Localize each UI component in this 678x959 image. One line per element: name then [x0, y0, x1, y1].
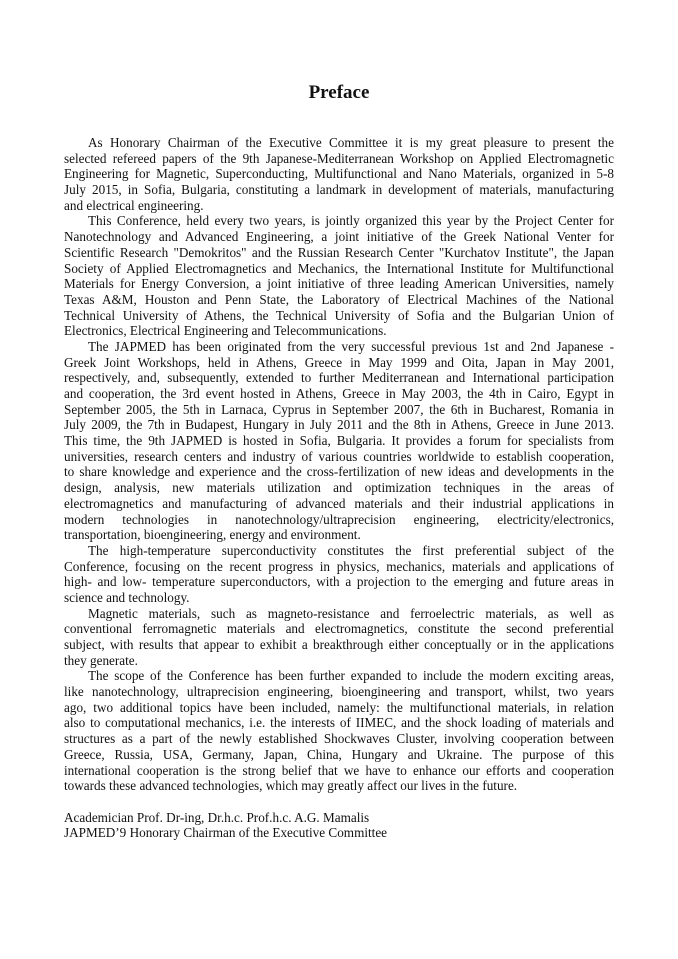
paragraph-line: structures as a part of the newly established Shockwaves Cluster, involving cooperation between [64, 731, 614, 747]
paragraph-line: Conference, focusing on the recent progress in physics, mechanics, materials and applications of [64, 558, 614, 574]
paragraph-line: Engineering for Magnetic, Superconducting, Multifunctional and Nano Materials, organized in 5-8 [64, 166, 614, 182]
paragraph-line: like nanotechnology, ultraprecision engineering, bioengineering and transport, whilst, two years [64, 684, 614, 700]
paragraph-line: July 2015, in Sofia, Bulgaria, constituting a landmark in development of materials, manufacturing [64, 182, 614, 198]
paragraph-line: ago, two additional topics have been included, namely: the multifunctional materials, in relation [64, 699, 614, 715]
paragraph-line: This Conference, held every two years, is jointly organized this year by the Project Center for [88, 213, 614, 229]
preface-body [64, 135, 614, 841]
paragraph [64, 135, 614, 213]
paragraph-line: they generate. [64, 652, 138, 668]
paragraph-line: to share knowledge and experience and the cross-fertilization of new ideas and developments in the [64, 464, 614, 480]
paragraph-line: design, analysis, new materials utilization and optimization techniques in the areas of [64, 480, 614, 496]
paragraph-line: Texas A&M, Houston and Penn State, the Laboratory of Electrical Machines of the National [64, 291, 614, 307]
paragraph-line: Materials for Energy Conversion, a joint initiative of three leading American Universities, namely [64, 276, 614, 292]
paragraph-line: The JAPMED has been originated from the very successful previous 1st and 2nd Japanese - [88, 338, 614, 354]
paragraph-line: electromagnetics and manufacturing of advanced materials and their industrial applications in [64, 495, 614, 511]
signature-role: JAPMED’9 Honorary Chairman of the Executive Committee [64, 825, 388, 841]
spacer [64, 794, 614, 810]
paragraph [64, 213, 614, 339]
paragraph-line: Scientific Research "Demokritos" and the Russian Research Center "Kurchatov Institute", the Japan [64, 244, 614, 260]
paragraph-line: respectively, and, subsequently, extended to further Mediterranean and International participation [64, 370, 614, 386]
paragraph [64, 339, 614, 543]
paragraph [64, 606, 614, 669]
paragraph-line: Society of Applied Electromagnetics and Mechanics, the International Institute for Multifunctional [64, 260, 614, 276]
paragraph-line: transportation, bioengineering, energy and environment. [64, 527, 361, 543]
paragraph-line: The high-temperature superconductivity constitutes the first preferential subject of the [88, 542, 614, 558]
paragraph-line: modern technologies in nanotechnology/ultraprecision engineering, electricity/electronics, [64, 511, 614, 527]
paragraph-line: July 2009, the 7th in Budapest, Hungary in July 2011 and the 8th in Athens, Greece in June 2013. [64, 417, 614, 433]
signature-name: Academician Prof. Dr-ing, Dr.h.c. Prof.h.c. A.G. Mamalis [64, 809, 370, 825]
paragraph [64, 543, 614, 606]
paragraph-line: international cooperation is the strong belief that we have to enhance our efforts and cooperation [64, 762, 614, 778]
paragraph-line: high- and low- temperature superconductors, with a projection to the emerging and future areas in [64, 574, 614, 590]
paragraph-line: September 2005, the 5th in Larnaca, Cyprus in September 2007, the 6th in Bucharest, Romania in [64, 401, 614, 417]
paragraph-line: The scope of the Conference has been further expanded to include the modern exciting areas, [88, 668, 614, 684]
paragraph-line: As Honorary Chairman of the Executive Committee it is my great pleasure to present the [88, 135, 614, 150]
paragraph-line: also to computational mechanics, i.e. the interests of IIMEC, and the shock loading of materials and [64, 715, 614, 731]
paragraph-line: universities, research centers and industry of various countries worldwide to establish cooperation, [64, 448, 614, 464]
paragraph-line: and cooperation, the 3rd event hosted in Athens, Greece in May 2003, the 4th in Cairo, Egypt in [64, 386, 614, 401]
paragraph-line: science and technology. [64, 589, 190, 605]
paragraph-line: Electronics, Electrical Engineering and Telecommunications. [64, 323, 387, 339]
page-title: Preface [308, 82, 370, 103]
paragraph-line: conventional ferromagnetic materials and electromagnetics, constitute the second preferential [64, 621, 614, 637]
paragraph-line: selected refereed papers of the 9th Japanese-Mediterranean Workshop on Applied Electromagnetic [64, 150, 614, 166]
paragraph-line: Greek Joint Workshops, held in Athens, Greece in May 1999 and Oita, Japan in May 2001, [64, 354, 614, 370]
paragraph-line: Technical University of Athens, the Technical University of Sofia and the Bulgarian Union of [64, 307, 614, 323]
paragraph-line: and electrical engineering. [64, 197, 204, 213]
paragraph-line: Magnetic materials, such as magneto-resistance and ferroelectric materials, as well as [88, 605, 614, 621]
paragraph-line: subject, with results that appear to exhibit a breakthrough either conceptually or in the applications [64, 637, 614, 652]
paragraph-line: This time, the 9th JAPMED is hosted in Sofia, Bulgaria. It provides a forum for specialists from [64, 433, 614, 449]
paragraph-line: Greece, Russia, USA, Germany, Japan, China, Hungary and Ukraine. The purpose of this [64, 746, 614, 762]
paragraph [64, 668, 614, 794]
paragraph-line: towards these advanced technologies, which may greatly affect our lives in the future. [64, 778, 518, 794]
paragraph-line: Nanotechnology and Advanced Engineering, a joint initiative of the Greek National Venter for [64, 229, 614, 245]
